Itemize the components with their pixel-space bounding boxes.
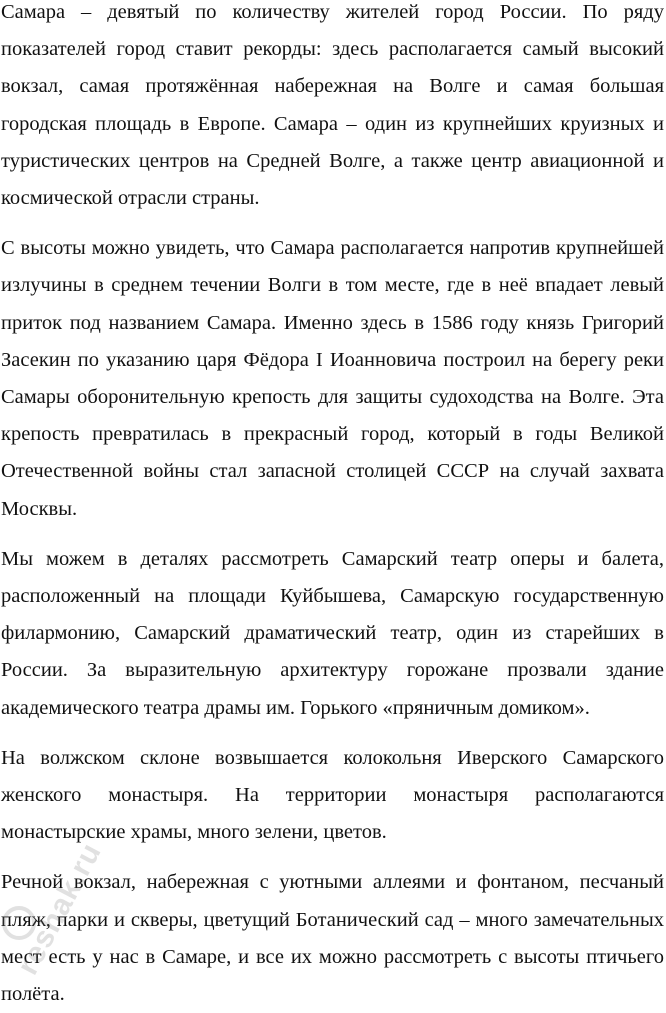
paragraph-4: На волжском склоне возвышается колокольня Иверского Самарского женского монастыря. На территории монастыря располагаются монастырские храмы, много зелени, цветов. [1,746,664,844]
paragraph-1: Самара – девятый по количеству жителей город России. По ряду показателей город ставит рекорды: здесь располагается самый высокий вокзал, самая протяжённая набережная на Волге и самая большая городская площадь в Европе. Самара – один из крупнейших круизных и туристических центров на Средней Волге, а также центр авиационной и космической отрасли страны. [1,1,664,210]
watermark-text: reshak.ru [11,837,108,981]
paragraph-3: Мы можем в деталях рассмотреть Самарский театр оперы и балета, расположенный на площади Куйбышева, Самарскую государственную филармонию, Самарский драматический театр, один из старейших в России. За выразительную архитектуру горожане прозвали здание академического театра драмы им. Горького «пряничным домиком». [1,547,664,719]
paragraph-2: С высоты можно увидеть, что Самара располагается напротив крупнейшей излучины в среднем течении Волги в том месте, где в неё впадает левый приток под названием Самара. Именно здесь в 1586 году князь Григорий Засекин по указанию царя Фёдора I Иоанновича построил на берегу реки Самары оборонительную крепость для защиты судоходства на Волге. Эта крепость превратилась в прекрасный город, который в годы Великой Отечественной войны стал запасной столицей СССР на случай захвата Москвы. [1,237,664,520]
paragraph-5: Речной вокзал, набережная с уютными аллеями и фонтаном, песчаный пляж, парки и скверы, цветущий Ботанический сад – много замечательных мест есть у нас в Самаре, и все их можно рассмотреть с высоты птичьего полёта. [1,871,664,1006]
